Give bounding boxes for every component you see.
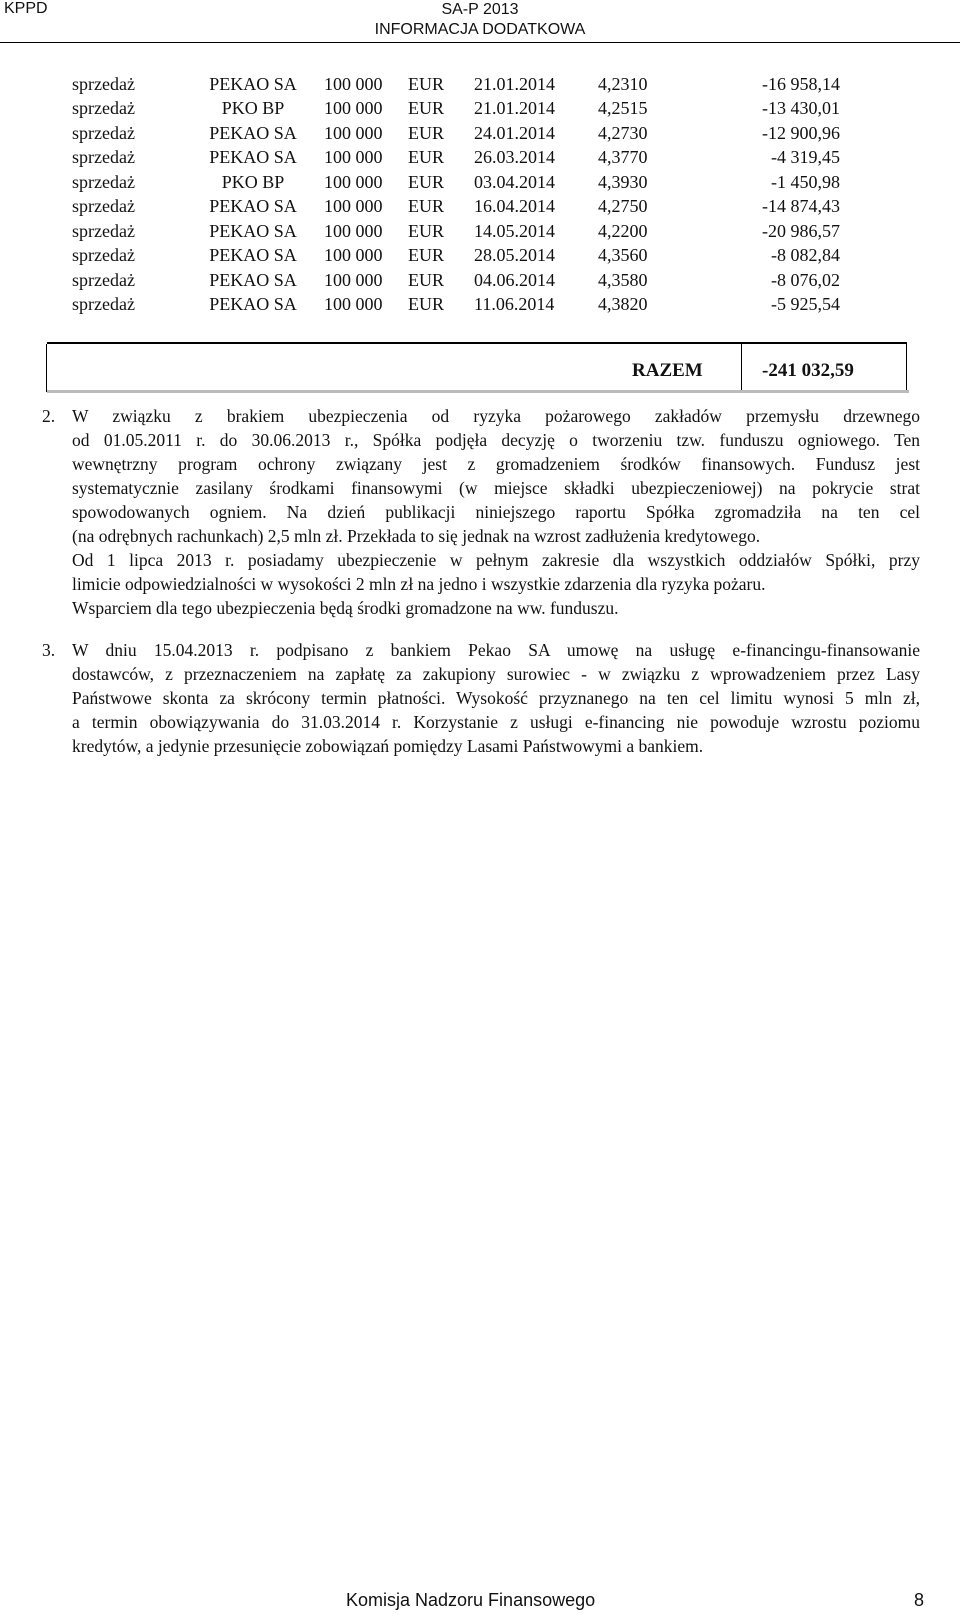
tx-result: -14 874,43: [762, 196, 840, 217]
section-2-text: [72, 404, 920, 620]
tx-currency: EUR: [408, 171, 444, 192]
table-row: [72, 72, 840, 97]
section-3-line: dostawców, z przeznaczeniem na zapłatę za zakupiony surowiec - w związku z wprowadzeniem przez Lasy: [72, 664, 920, 684]
table-row: [72, 97, 840, 122]
tx-bank: PEKAO SA: [209, 196, 297, 217]
tx-rate: 4,3820: [598, 294, 648, 315]
tx-date: 14.05.2014: [474, 220, 555, 241]
header-divider: [0, 42, 960, 43]
tx-amount: 100 000: [324, 171, 383, 192]
tx-type: sprzedaż: [72, 294, 135, 315]
tx-bank: PEKAO SA: [209, 220, 297, 241]
tx-bank: PKO BP: [221, 171, 285, 192]
tx-bank: PEKAO SA: [209, 269, 297, 290]
transactions-body: [72, 72, 840, 317]
tx-date: 21.01.2014: [474, 73, 555, 94]
section-2-line: limicie odpowiedzialności w wysokości 2 mln zł na jedno i wszystkie zdarzenia dla ryzyka pożaru.: [72, 574, 766, 594]
tx-type: sprzedaż: [72, 171, 135, 192]
total-label: RAZEM: [632, 360, 703, 381]
section-2-line: Wsparciem dla tego ubezpieczenia będą środki gromadzone na ww. funduszu.: [72, 598, 619, 618]
tx-result: -5 925,54: [771, 294, 840, 315]
tx-type: sprzedaż: [72, 269, 135, 290]
tx-bank: PEKAO SA: [209, 73, 297, 94]
tx-result: -8 082,84: [771, 245, 840, 266]
tx-result: -1 450,98: [771, 171, 840, 192]
tx-rate: 4,2730: [598, 122, 648, 143]
tx-date: 16.04.2014: [474, 196, 555, 217]
tx-rate: 4,2750: [598, 196, 648, 217]
tx-amount: 100 000: [324, 196, 383, 217]
tx-amount: 100 000: [324, 122, 383, 143]
tx-type: sprzedaż: [72, 147, 135, 168]
tx-date: 26.03.2014: [474, 147, 555, 168]
table-row: [72, 121, 840, 146]
tx-currency: EUR: [408, 196, 444, 217]
tx-result: -16 958,14: [762, 73, 840, 94]
tx-amount: 100 000: [324, 245, 383, 266]
tx-currency: EUR: [408, 220, 444, 241]
tx-rate: 4,3580: [598, 269, 648, 290]
tx-amount: 100 000: [324, 294, 383, 315]
section-2-line: od 01.05.2011 r. do 30.06.2013 r., Spółka podjęła decyzję o tworzeniu tzw. funduszu ogniowego. Ten: [72, 430, 920, 450]
tx-type: sprzedaż: [72, 73, 135, 94]
footer-page-number: 8: [914, 1590, 925, 1610]
header-subtitle: INFORMACJA DODATKOWA: [374, 21, 586, 38]
table-row: [72, 219, 840, 244]
tx-result: -12 900,96: [762, 122, 840, 143]
tx-date: 24.01.2014: [474, 122, 555, 143]
tx-rate: 4,2310: [598, 73, 648, 94]
tx-bank: PEKAO SA: [209, 147, 297, 168]
section-2-number: 2.: [42, 406, 56, 426]
table-row: [72, 195, 840, 220]
tx-type: sprzedaż: [72, 196, 135, 217]
tx-result: -8 076,02: [771, 269, 840, 290]
tx-amount: 100 000: [324, 220, 383, 241]
total-separator: [741, 342, 742, 390]
section-3-line: a termin obowiązywania do 31.03.2014 r. Korzystanie z usługi e-financing nie powoduje wzrostu poziomu: [72, 712, 920, 732]
table-row: [72, 170, 840, 195]
tx-result: -4 319,45: [771, 147, 840, 168]
tx-type: sprzedaż: [72, 98, 135, 119]
section-3-line: Państwowe skonta za skrócony termin płatności. Wysokość przyznanego na ten cel limitu wynosi 5 mln zł,: [72, 688, 920, 708]
section-2-line: spowodowanych ogniem. Na dzień publikacji niniejszego raportu Spółka zgromadziła na ten cel: [72, 502, 920, 522]
tx-type: sprzedaż: [72, 220, 135, 241]
section-3-text: [72, 638, 920, 758]
table-row: [72, 146, 840, 171]
tx-currency: EUR: [408, 98, 444, 119]
footer-org: Komisja Nadzoru Finansowego: [346, 1590, 596, 1610]
tx-amount: 100 000: [324, 73, 383, 94]
tx-result: -13 430,01: [762, 98, 840, 119]
table-row: [72, 268, 840, 293]
tx-amount: 100 000: [324, 147, 383, 168]
tx-rate: 4,2200: [598, 220, 648, 241]
tx-currency: EUR: [408, 122, 444, 143]
header-company: KPPD: [4, 0, 48, 17]
tx-bank: PEKAO SA: [209, 122, 297, 143]
section-2-line: Od 1 lipca 2013 r. posiadamy ubezpieczenie w pełnym zakresie dla wszystkich oddziałów Spółki, przy: [72, 550, 920, 570]
tx-date: 11.06.2014: [474, 294, 555, 315]
section-3-line: W dniu 15.04.2013 r. podpisano z bankiem Pekao SA umowę na usługę e-financingu-finansowanie: [72, 640, 920, 660]
tx-amount: 100 000: [324, 269, 383, 290]
section-2-line: systematycznie zasilany środkami finansowymi (w miejsce składki ubezpieczeniowej) na pokrycie strat: [72, 478, 920, 498]
tx-date: 03.04.2014: [474, 171, 555, 192]
transactions-table: [72, 72, 840, 317]
tx-bank: PEKAO SA: [209, 294, 297, 315]
section-2-line: W związku z brakiem ubezpieczenia od ryzyka pożarowego zakładów przemysłu drzewnego: [72, 406, 920, 426]
tx-result: -20 986,57: [762, 220, 840, 241]
section-2-line: wewnętrzny program ochrony związany jest z gromadzeniem środków finansowych. Fundusz jest: [72, 454, 920, 474]
tx-rate: 4,3930: [598, 171, 648, 192]
tx-currency: EUR: [408, 73, 444, 94]
tx-rate: 4,3770: [598, 147, 648, 168]
section-3-line: kredytów, a jedynie przesunięcie zobowiązań pomiędzy Lasami Państwowymi a bankiem.: [72, 736, 704, 756]
tx-currency: EUR: [408, 245, 444, 266]
table-row: [72, 293, 840, 318]
tx-bank: PEKAO SA: [209, 245, 297, 266]
page-header: [0, 0, 960, 38]
tx-rate: 4,2515: [598, 98, 648, 119]
tx-currency: EUR: [408, 294, 444, 315]
tx-bank: PKO BP: [221, 98, 285, 119]
total-box-shadow: [47, 390, 909, 393]
section-2-line: (na odrębnych rachunkach) 2,5 mln zł. Przekłada to się jednak na wzrost zadłużenia kredytowego.: [72, 526, 761, 546]
tx-amount: 100 000: [324, 98, 383, 119]
tx-date: 21.01.2014: [474, 98, 555, 119]
tx-type: sprzedaż: [72, 122, 135, 143]
header-title: SA-P 2013: [441, 1, 519, 18]
section-3-number: 3.: [42, 640, 56, 660]
tx-date: 28.05.2014: [474, 245, 555, 266]
header-title-block: [0, 0, 960, 40]
tx-currency: EUR: [408, 147, 444, 168]
tx-date: 04.06.2014: [474, 269, 555, 290]
total-value: -241 032,59: [762, 360, 854, 381]
table-row: [72, 244, 840, 269]
tx-type: sprzedaż: [72, 245, 135, 266]
tx-currency: EUR: [408, 269, 444, 290]
tx-rate: 4,3560: [598, 245, 648, 266]
